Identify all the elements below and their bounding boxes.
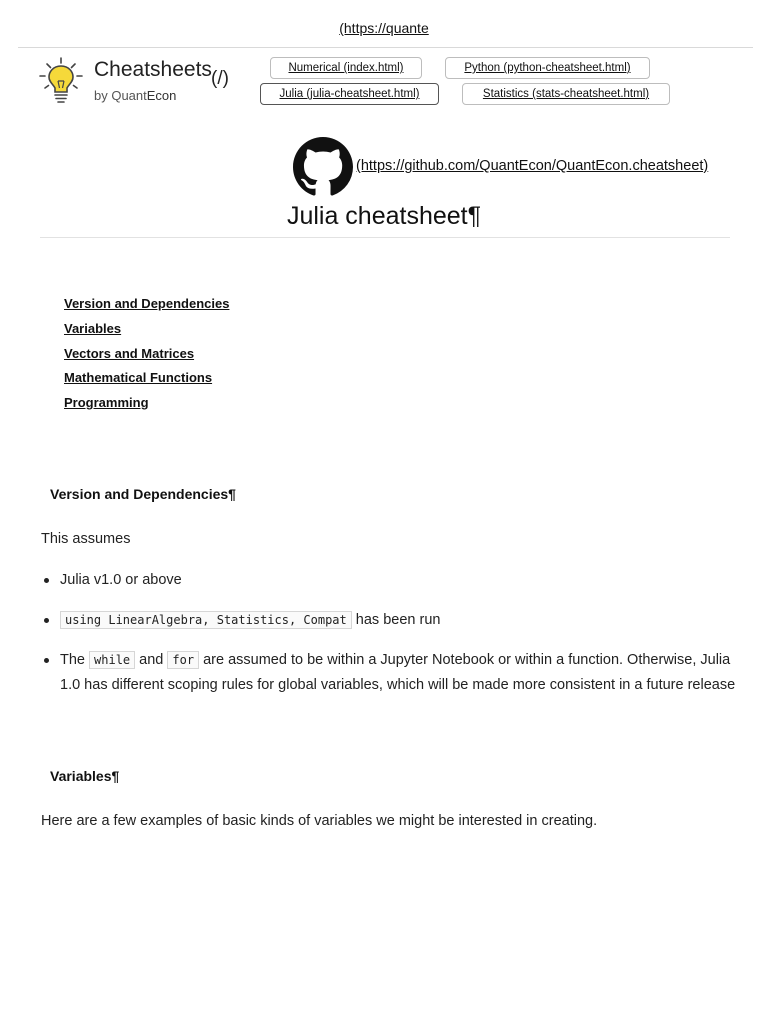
dependency-list	[41, 568, 741, 698]
brand-byline	[94, 88, 176, 103]
inline-code: using LinearAlgebra, Statistics, Compat	[60, 611, 352, 629]
byline-suffix: Econ	[146, 88, 177, 103]
nav-statistics-button[interactable]: Statistics (stats-cheatsheet.html)	[462, 83, 670, 105]
toc-item	[64, 346, 229, 371]
brand-name: Cheatsheets	[94, 58, 212, 81]
section-heading-version: Version and Dependencies¶	[50, 486, 236, 502]
bullet-text: and	[135, 652, 168, 668]
version-intro: This assumes	[41, 531, 131, 547]
toc-link-vectors[interactable]: Vectors and Matrices	[64, 345, 195, 361]
toc-item	[64, 370, 229, 395]
bullet-text: Julia v1.0 or above	[60, 572, 182, 588]
top-link	[0, 20, 768, 36]
inline-code: while	[89, 651, 135, 669]
toc-item	[64, 395, 229, 420]
toc-item	[64, 321, 229, 346]
home-link[interactable]: (/)	[211, 68, 229, 89]
table-of-contents	[64, 296, 229, 420]
top-divider	[18, 47, 753, 48]
toc-link-programming[interactable]: Programming	[64, 395, 149, 411]
list-item	[41, 608, 741, 633]
nav-python-button[interactable]: Python (python-cheatsheet.html)	[445, 57, 650, 79]
byline-prefix: by Quant	[94, 88, 147, 103]
lightbulb-icon	[38, 56, 84, 106]
inline-code: for	[167, 651, 199, 669]
list-item	[41, 568, 741, 593]
section-heading-variables: Variables¶	[50, 768, 120, 784]
toc-item	[64, 296, 229, 321]
list-item	[41, 648, 741, 698]
github-link[interactable]: (https://github.com/QuantEcon/QuantEcon.cheatsheet)	[356, 158, 709, 174]
title-divider	[40, 237, 730, 238]
bullet-text: has been run	[351, 612, 441, 628]
page-title: Julia cheatsheet¶	[286, 202, 482, 230]
quantecon-link[interactable]: (https://quante	[339, 20, 429, 36]
nav-julia-button[interactable]: Julia (julia-cheatsheet.html)	[260, 83, 439, 105]
toc-link-variables[interactable]: Variables	[64, 320, 122, 336]
toc-link-version[interactable]: Version and Dependencies	[64, 296, 230, 311]
variables-intro: Here are a few examples of basic kinds of variables we might be interested in creating.	[41, 813, 598, 829]
github-link-wrap	[356, 158, 708, 174]
toc-link-math[interactable]: Mathematical Functions	[64, 370, 213, 386]
github-icon[interactable]	[293, 137, 353, 197]
bullet-text: are assumed to be within a Jupyter Notebook or within a function. Otherwise, Julia 1.0 has different scoping rules for global variables, which will be made more consistent in a future release	[60, 652, 736, 693]
bullet-text: The	[60, 652, 90, 668]
nav-numerical-button[interactable]: Numerical (index.html)	[270, 57, 422, 79]
